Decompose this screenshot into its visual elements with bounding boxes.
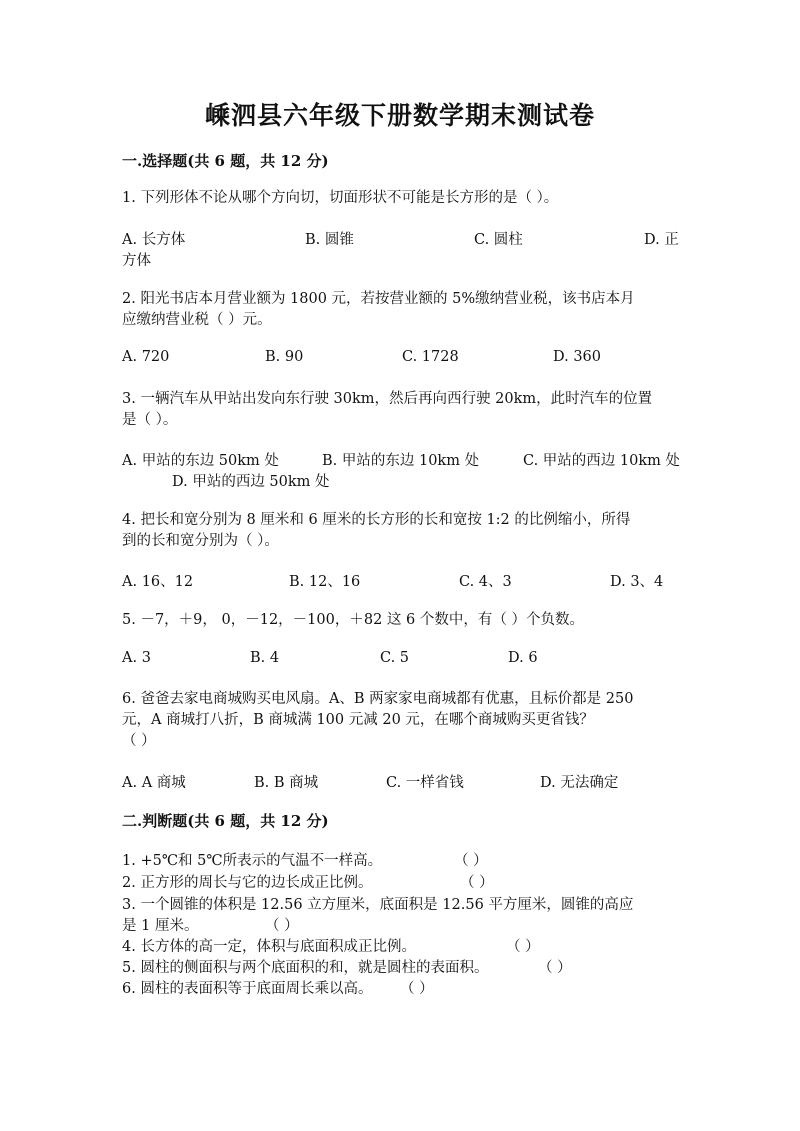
judgment-5-answer-bracket: （ ） <box>538 960 572 976</box>
judgment-1-text: 1. +5℃和 5℃所表示的气温不一样高。 <box>122 853 383 869</box>
judgment-4-answer-bracket: （ ） <box>506 939 540 955</box>
q4-option-b: B. 12、16 <box>289 574 361 590</box>
judgment-3-answer-bracket: （ ） <box>265 918 299 934</box>
q1-option-c: C. 圆柱 <box>474 232 523 248</box>
q4-option-d: D. 3、4 <box>610 574 664 590</box>
question-6-line-3: （ ） <box>122 733 156 749</box>
judgment-6-answer-bracket: （ ） <box>400 981 434 997</box>
question-4-line-2: 到的长和宽分别为（ ）。 <box>122 533 279 549</box>
question-6-line-1: 6. 爸爸去家电商城购买电风扇。A、B 两家家电商城都有优惠，且标价都是 250 <box>122 691 634 707</box>
q5-option-d: D. 6 <box>508 650 538 666</box>
question-2-line-1: 2. 阳光书店本月营业额为 1800 元，若按营业额的 5%缴纳营业税，该书店本月 <box>122 291 635 307</box>
q3-option-c: C. 甲站的西边 10km 处 <box>523 453 681 469</box>
section-heading-judgment: 二.判断题(共 6 题，共 12 分) <box>122 812 329 830</box>
judgment-3-line-1: 3. 一个圆锥的体积是 12.56 立方厘米，底面积是 12.56 平方厘米，圆锥的高应 <box>122 897 634 913</box>
q5-option-a: A. 3 <box>122 650 151 666</box>
question-4-line-1: 4. 把长和宽分别为 8 厘米和 6 厘米的长方形的长和宽按 1:2 的比例缩小，所得 <box>122 512 631 528</box>
q6-option-d: D. 无法确定 <box>540 775 619 791</box>
question-6-line-2: 元，A 商城打八折，B 商城满 100 元减 20 元，在哪个商城购买更省钱？ <box>122 712 594 728</box>
judgment-3-line-2: 是 1 厘米。 <box>122 918 199 934</box>
q2-option-a: A. 720 <box>122 349 170 365</box>
q6-option-c: C. 一样省钱 <box>386 775 464 791</box>
question-5-text: 5. －7，＋9， 0，－12，－100，＋82 这 6 个数中，有（ ）个负数。 <box>122 612 584 628</box>
q3-option-a: A. 甲站的东边 50km 处 <box>122 453 279 469</box>
q4-option-a: A. 16、12 <box>122 574 194 590</box>
q2-option-c: C. 1728 <box>402 349 459 365</box>
q6-option-a: A. A 商城 <box>122 775 186 791</box>
section-heading-choice: 一.选择题(共 6 题，共 12 分) <box>122 152 329 170</box>
page-title: 嵊泗县六年级下册数学期末测试卷 <box>204 101 595 130</box>
q1-option-d: D. 正 <box>644 232 679 248</box>
q2-option-b: B. 90 <box>265 349 304 365</box>
q4-option-c: C. 4、3 <box>459 574 512 590</box>
question-3-line-1: 3. 一辆汽车从甲站出发向东行驶 30km，然后再向西行驶 20km，此时汽车的位置 <box>122 391 653 407</box>
judgment-5-text: 5. 圆柱的侧面积与两个底面积的和，就是圆柱的表面积。 <box>122 960 489 976</box>
q3-option-d: D. 甲站的西边 50km 处 <box>172 474 330 490</box>
q3-option-b: B. 甲站的东边 10km 处 <box>322 453 480 469</box>
judgment-1-answer-bracket: （ ） <box>454 853 488 869</box>
q1-option-b: B. 圆锥 <box>305 232 354 248</box>
q5-option-c: C. 5 <box>380 650 410 666</box>
q2-option-d: D. 360 <box>553 349 602 365</box>
q1-option-a: A. 长方体 <box>122 232 186 248</box>
judgment-2-text: 2. 正方形的周长与它的边长成正比例。 <box>122 875 373 891</box>
judgment-4-text: 4. 长方体的高一定，体积与底面积成正比例。 <box>122 939 416 955</box>
judgment-6-text: 6. 圆柱的表面积等于底面周长乘以高。 <box>122 981 373 997</box>
q5-option-b: B. 4 <box>250 650 280 666</box>
q1-option-d-continued: 方体 <box>122 253 151 269</box>
judgment-2-answer-bracket: （ ） <box>460 875 494 891</box>
question-2-line-2: 应缴纳营业税（ ）元。 <box>122 312 272 328</box>
question-1-text: 1. 下列形体不论从哪个方向切，切面形状不可能是长方形的是（ ）。 <box>122 190 559 206</box>
q6-option-b: B. B 商城 <box>254 775 319 791</box>
question-3-line-2: 是（ ）。 <box>122 412 178 428</box>
